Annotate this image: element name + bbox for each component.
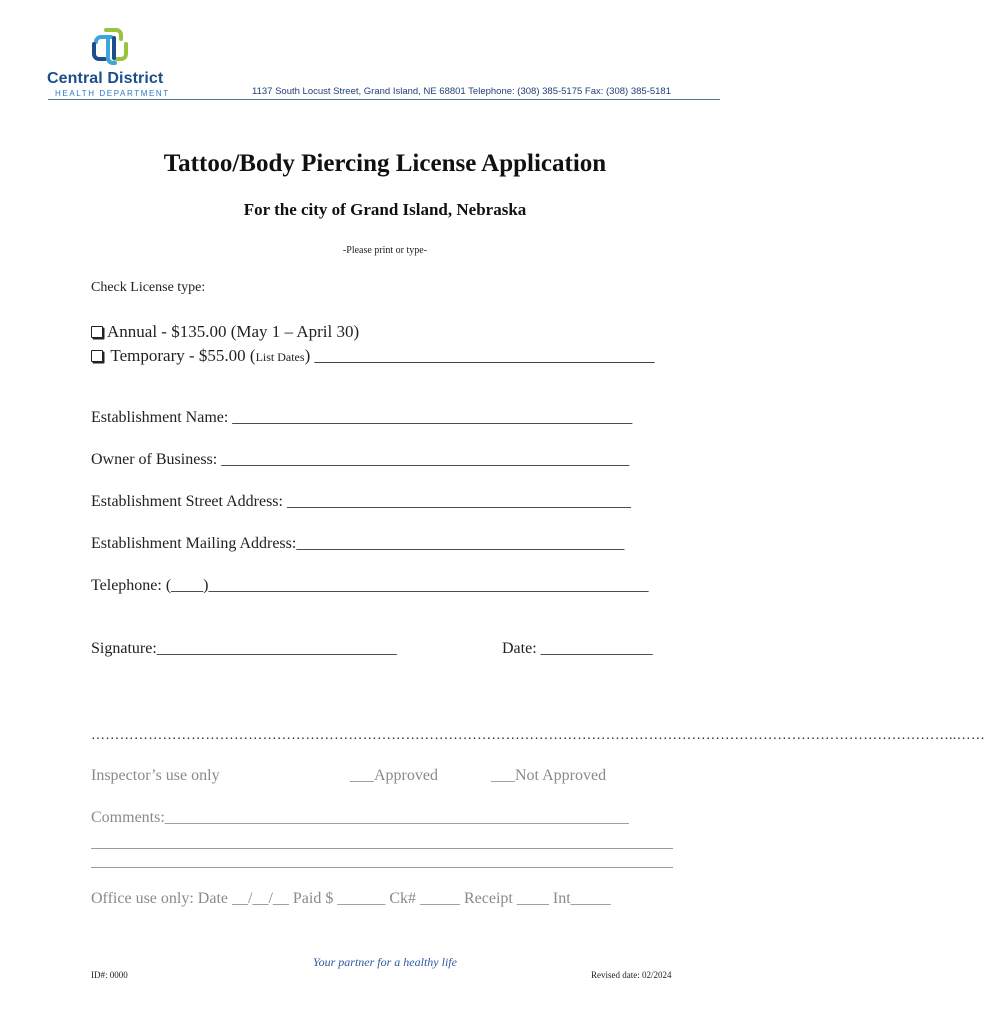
comments-field[interactable]: Comments:__________________________________________________________ <box>91 809 629 826</box>
revised-date: Revised date: 02/2024 <box>591 970 672 980</box>
health-department-logo-icon <box>86 24 136 74</box>
owner-of-business-field[interactable]: Owner of Business: ___________________________________________________ <box>91 451 630 468</box>
annual-license-option[interactable] <box>91 322 359 342</box>
header-divider <box>48 99 720 100</box>
approved-field[interactable]: ___Approved <box>350 767 438 784</box>
not-approved-field[interactable]: ___Not Approved <box>491 767 607 784</box>
comments-line[interactable] <box>91 848 673 849</box>
document-id: ID#: 0000 <box>91 970 128 980</box>
temporary-license-label: Temporary - $55.00 ( <box>110 346 256 365</box>
mailing-address-field[interactable]: Establishment Mailing Address:_________________________________________ <box>91 535 625 552</box>
establishment-name-field[interactable]: Establishment Name: __________________________________________________ <box>91 409 633 426</box>
temporary-checkbox-icon[interactable] <box>91 350 103 362</box>
comments-line[interactable] <box>91 867 673 868</box>
inspector-use-label: Inspector’s use only <box>91 767 220 784</box>
section-separator: ………………………………………………………………………………………………………………………………………………………………..…… <box>91 728 985 743</box>
header-contact-info: 1137 South Locust Street, Grand Island, NE 68801 Telephone: (308) 385-5175 Fax: (308) 385-5181 <box>252 86 671 97</box>
organization-name: Central District <box>47 70 164 87</box>
date-field[interactable]: Date: ______________ <box>502 640 653 657</box>
footer-tagline: Your partner for a healthy life <box>313 955 457 969</box>
annual-checkbox-icon[interactable] <box>91 326 103 338</box>
temporary-dates-field[interactable]: ) ________________________________________ <box>304 346 655 365</box>
print-instruction: -Please print or type- <box>342 245 428 256</box>
telephone-field[interactable]: Telephone: (____)_______________________________________________________ <box>91 577 649 594</box>
signature-field[interactable]: Signature:______________________________ <box>91 640 397 657</box>
page-title: Tattoo/Body Piercing License Application <box>163 150 607 177</box>
temporary-list-dates-label: List Dates <box>255 350 305 364</box>
page-subtitle: For the city of Grand Island, Nebraska <box>243 200 527 219</box>
organization-subtitle: HEALTH DEPARTMENT <box>55 89 170 98</box>
street-address-field[interactable]: Establishment Street Address: ___________________________________________ <box>91 493 631 510</box>
annual-license-label: Annual - $135.00 (May 1 – April 30) <box>107 322 360 341</box>
office-use-fields[interactable]: Office use only: Date __/__/__ Paid $ ______ Ck# _____ Receipt ____ Int_____ <box>91 890 611 907</box>
license-type-label: Check License type: <box>91 280 206 295</box>
temporary-license-option[interactable] <box>91 346 654 366</box>
